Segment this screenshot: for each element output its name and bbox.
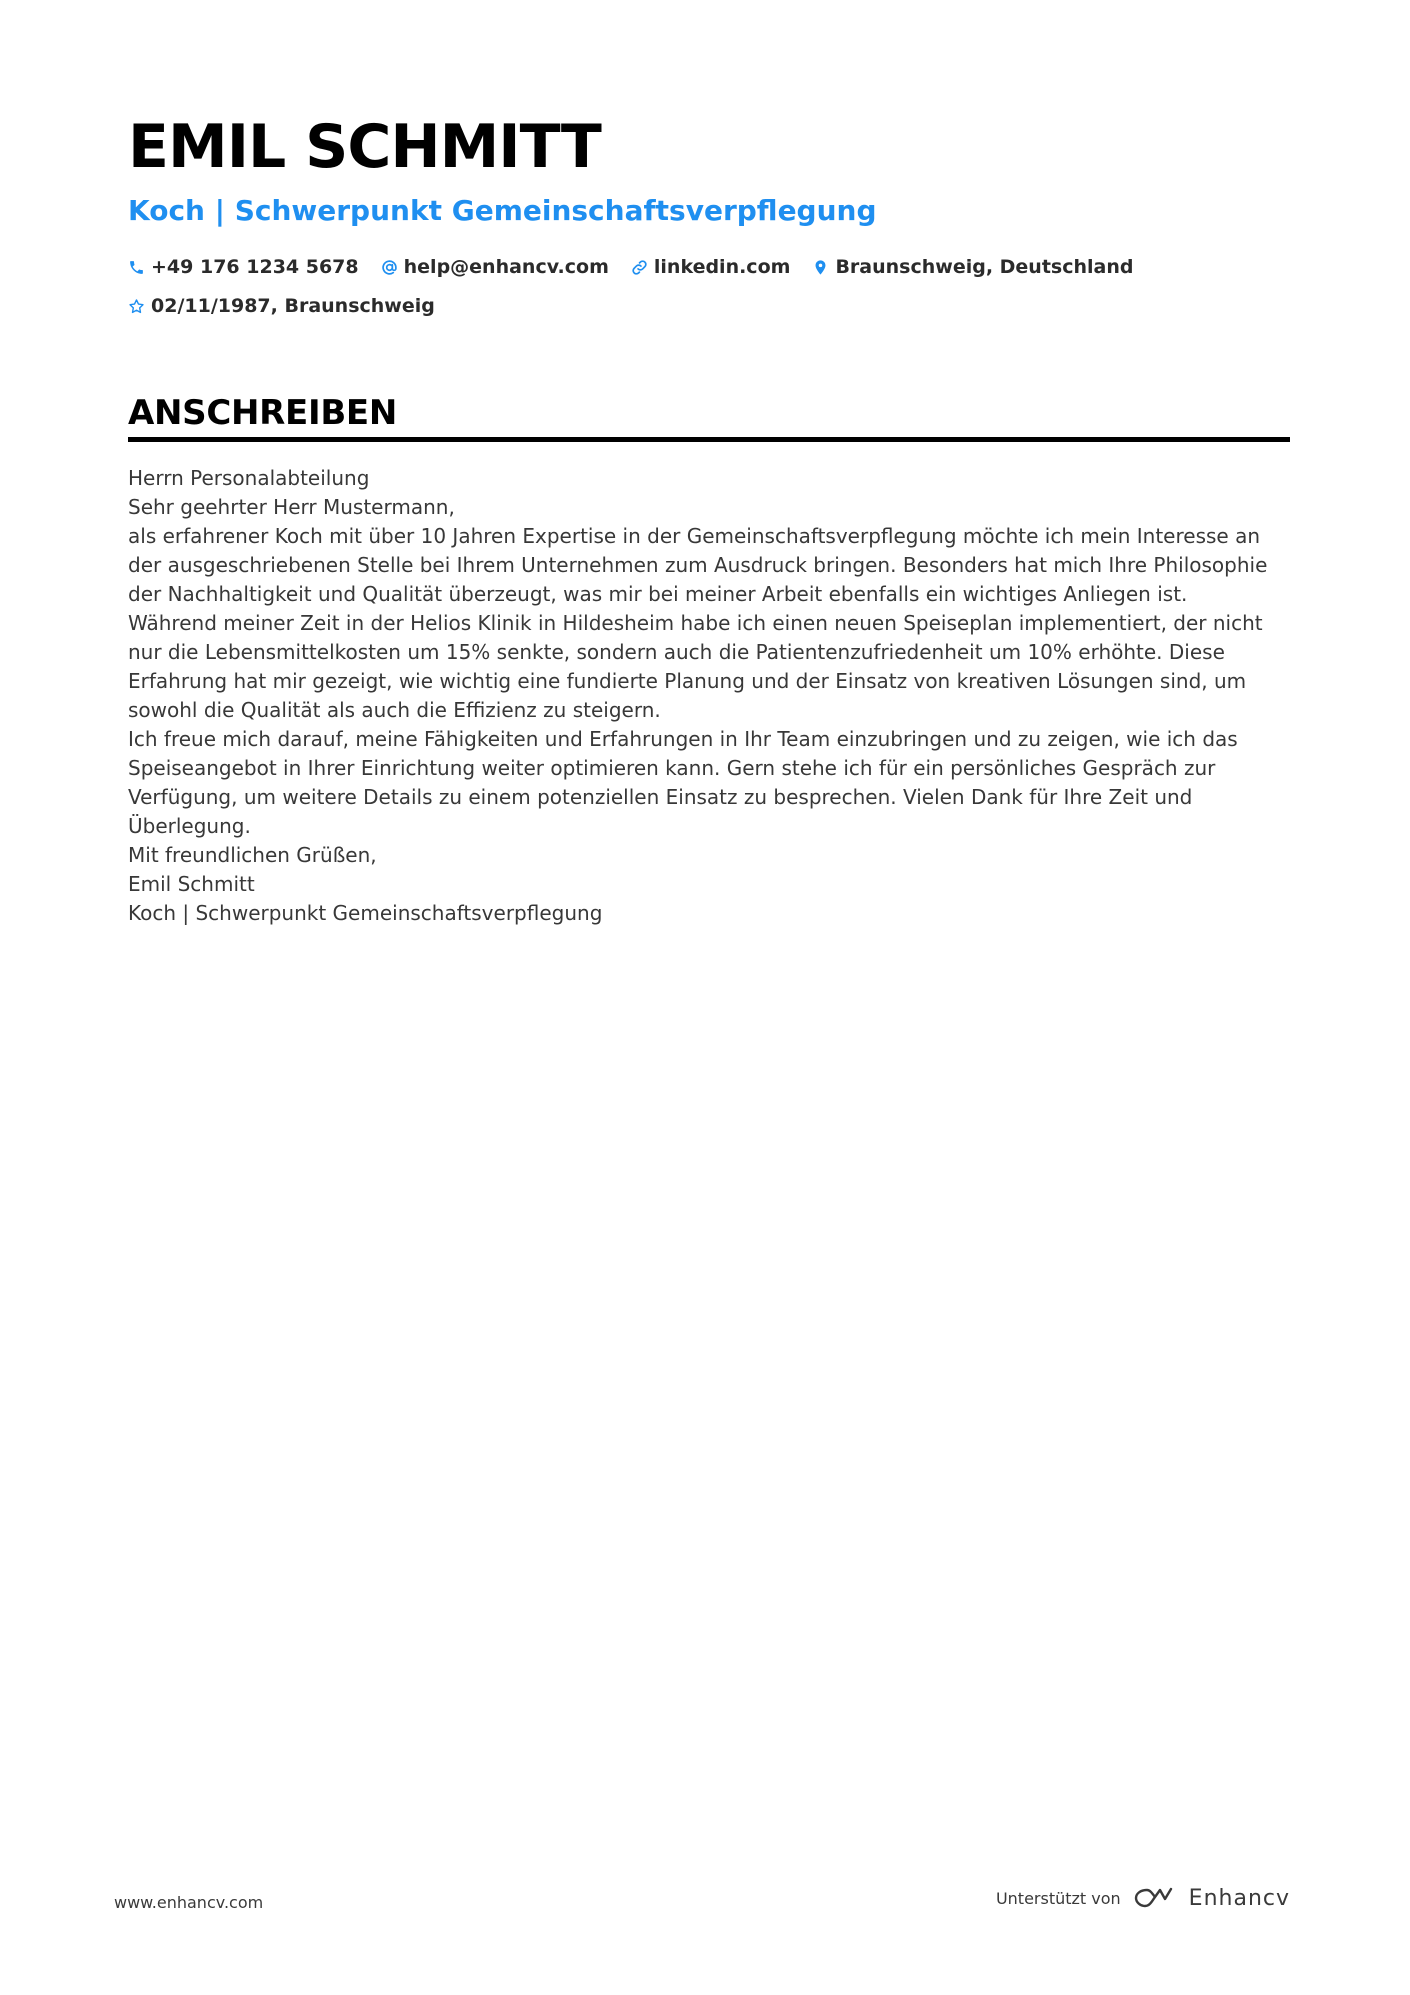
signature-name: Emil Schmitt: [128, 872, 255, 896]
letter-paragraph: als erfahrener Koch mit über 10 Jahren Expertise in der Gemeinschaftsverpflegung möchte ich mein Interesse an der ausgeschriebenen Stelle bei Ihrem Unternehmen zum Ausdruck bringen. Besonders hat mich Ihre Philosophie der Nachhaltigkeit und Qualität überzeugt, was mir bei meiner Arbeit ebenfalls ein wichtiges Anliegen ist.: [128, 524, 1268, 606]
cover-letter-page: [128, 105, 1290, 928]
applicant-name: EMIL SCHMITT: [128, 112, 601, 182]
letter-salutation: Sehr geehrter Herr Mustermann,: [128, 495, 455, 519]
phone-text: +49 176 1234 5678: [151, 256, 359, 278]
contact-row-secondary: [128, 292, 1290, 320]
phone-icon: [128, 259, 145, 276]
contact-email[interactable]: [381, 256, 609, 278]
contact-row-primary: [128, 253, 1290, 281]
section-title: ANSCHREIBEN: [128, 393, 398, 433]
letter-recipient: Herrn Personalabteilung: [128, 466, 370, 490]
letter-paragraph: Während meiner Zeit in der Helios Klinik in Hildesheim habe ich einen neuen Speiseplan implementiert, der nicht nur die Lebensmittelkosten um 15% senkte, sondern auch die Patientenzufriedenheit um 10% erhöhte. Diese Erfahrung hat mir gezeigt, wie wichtig eine fundierte Planung und der Einsatz von kreativen Lösungen sind, um sowohl die Qualität als auch die Effizienz zu steigern.: [128, 611, 1263, 722]
letter-body: [128, 464, 1290, 928]
contact-location: [812, 256, 1133, 278]
birth-text: 02/11/1987, Braunschweig: [151, 295, 435, 317]
applicant-title: Koch | Schwerpunkt Gemeinschaftsverpflegung: [128, 194, 877, 227]
section-divider: [128, 437, 1290, 442]
location-text: Braunschweig, Deutschland: [835, 256, 1134, 278]
footer-website[interactable]: www.enhancv.com: [114, 1893, 264, 1912]
contact-phone: [128, 256, 359, 278]
email-text: help@enhancv.com: [403, 256, 609, 278]
contact-linkedin[interactable]: [631, 256, 791, 278]
location-pin-icon: [812, 259, 829, 276]
link-icon: [631, 259, 648, 276]
letter-paragraph: Ich freue mich darauf, meine Fähigkeiten und Erfahrungen in Ihr Team einzubringen und zu zeigen, wie ich das Speiseangebot in Ihrer Einrichtung weiter optimieren kann. Gern stehe ich für ein persönliches Gespräch zur Verfügung, um weitere Details zu einem potenziellen Einsatz zu besprechen. Vielen Dank für Ihre Zeit und Überlegung.: [128, 727, 1238, 838]
star-icon: [128, 298, 145, 315]
footer-branding[interactable]: [996, 1884, 1290, 1912]
enhancv-logo-icon: [1133, 1884, 1179, 1912]
contact-info: [128, 253, 1290, 320]
at-icon: [381, 259, 398, 276]
brand-name: Enhancv: [1188, 1885, 1290, 1911]
linkedin-text: linkedin.com: [653, 256, 791, 278]
signature-title: Koch | Schwerpunkt Gemeinschaftsverpflegung: [128, 901, 603, 925]
contact-birth: [128, 295, 435, 317]
powered-by-text: Unterstützt von: [995, 1888, 1121, 1908]
letter-closing: Mit freundlichen Grüßen,: [128, 843, 377, 867]
